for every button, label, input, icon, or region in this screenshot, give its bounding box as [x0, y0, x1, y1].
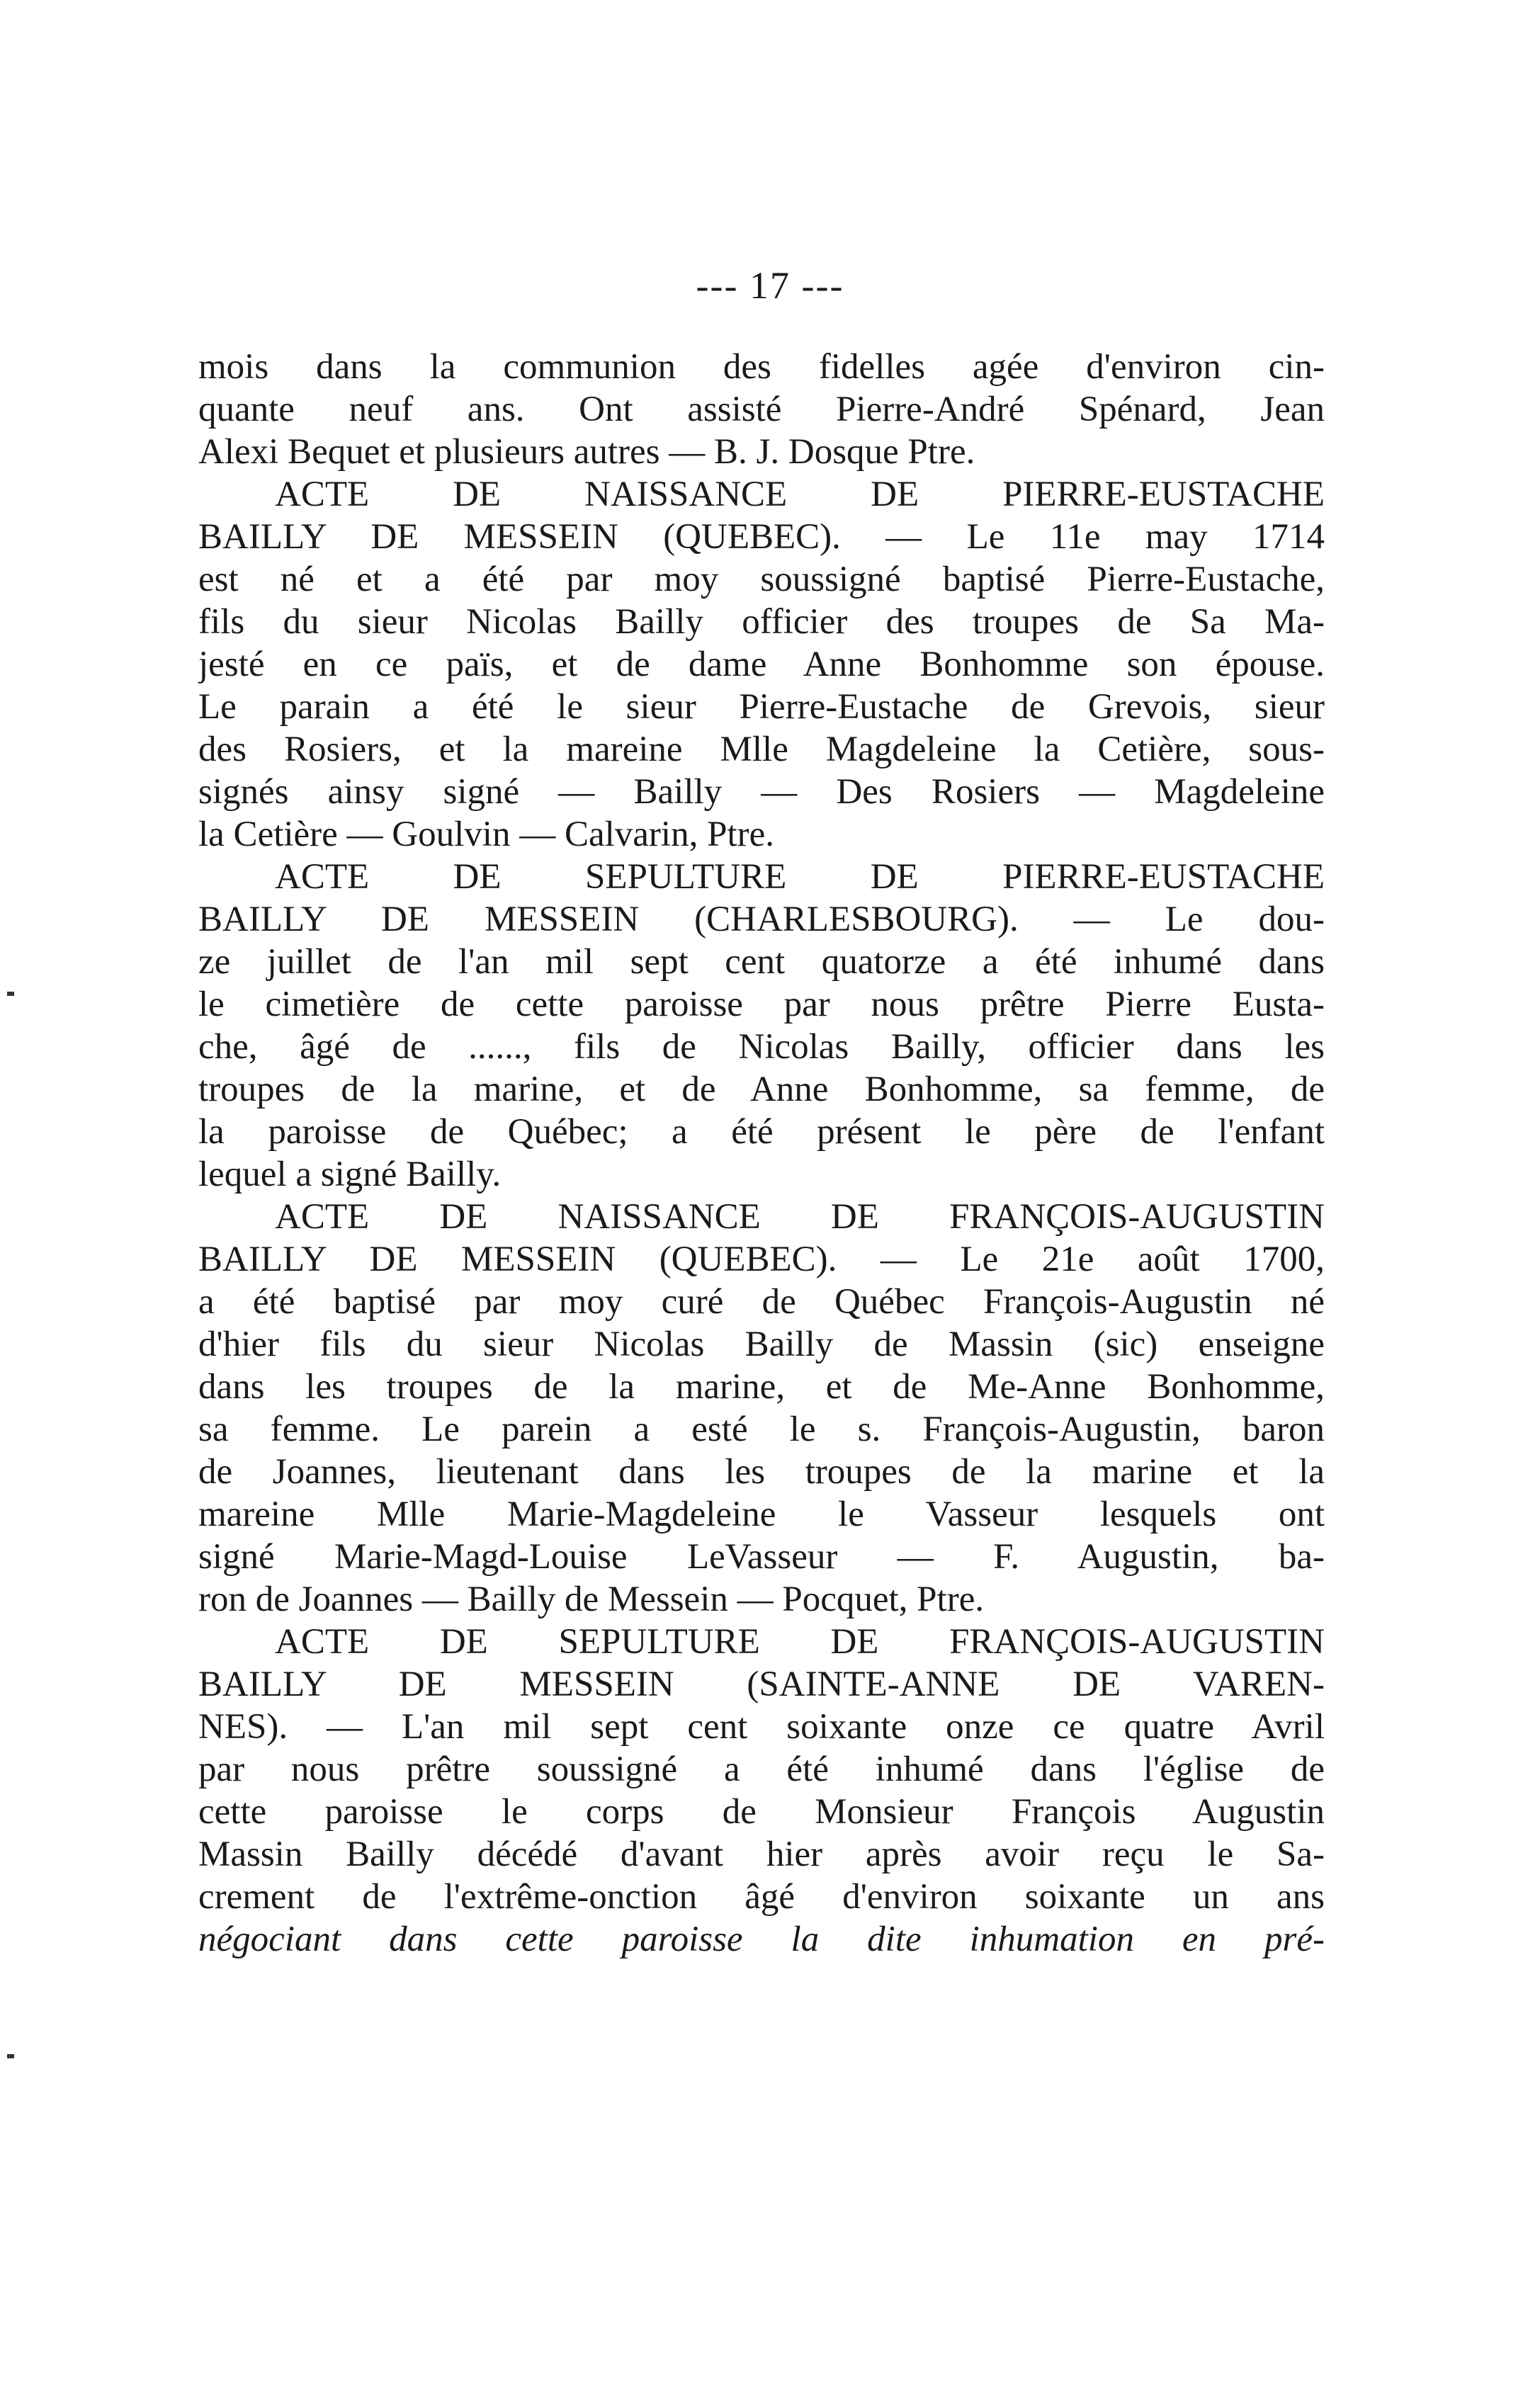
section-heading-cont: BAILLY DE MESSEIN (QUEBEC). — Le 11e may 1714 — [198, 517, 1325, 557]
section-heading: ACTE DE SEPULTURE DE PIERRE-EUSTACHE — [275, 857, 1325, 897]
section-heading: ACTE DE NAISSANCE DE PIERRE-EUSTACHE — [275, 475, 1325, 514]
text-line: d'hier fils du sieur Nicolas Bailly de Massin (sic) enseigne — [198, 1325, 1325, 1364]
section-heading-cont: BAILLY DE MESSEIN (SAINTE-ANNE DE VAREN- — [198, 1665, 1325, 1704]
text-line: est né et a été par moy soussigné baptisé Pierre-Eustache, — [198, 560, 1325, 599]
section-heading-cont: BAILLY DE MESSEIN (QUEBEC). — Le 21e août 1700, — [198, 1240, 1325, 1279]
text-line: la paroisse de Québec; a été présent le père de l'enfant — [198, 1112, 1325, 1152]
text-line: jesté en ce païs, et de dame Anne Bonhomme son épouse. — [198, 645, 1325, 684]
text-line: ron de Joannes — Bailly de Messein — Pocquet, Ptre. — [198, 1580, 985, 1619]
text-line: cette paroisse le corps de Monsieur François Augustin — [198, 1792, 1325, 1832]
text-line: par nous prêtre soussigné a été inhumé dans l'église de — [198, 1750, 1325, 1789]
text-line: signés ainsy signé — Bailly — Des Rosiers — Magdeleine — [198, 772, 1325, 812]
text-line: troupes de la marine, et de Anne Bonhomme, sa femme, de — [198, 1070, 1325, 1109]
text-line: quante neuf ans. Ont assisté Pierre-André Spénard, Jean — [198, 390, 1325, 429]
section-heading: ACTE DE NAISSANCE DE FRANÇOIS-AUGUSTIN — [275, 1197, 1325, 1237]
text-line: a été baptisé par moy curé de Québec François-Augustin né — [198, 1282, 1325, 1322]
text-line: Massin Bailly décédé d'avant hier après avoir reçu le Sa- — [198, 1835, 1325, 1874]
text-line: des Rosiers, et la mareine Mlle Magdeleine la Cetière, sous- — [198, 730, 1325, 769]
text-line: mareine Mlle Marie-Magdeleine le Vasseur lesquels ont — [198, 1495, 1325, 1534]
text-line: le cimetière de cette paroisse par nous prêtre Pierre Eusta- — [198, 985, 1325, 1024]
body-text — [198, 346, 1325, 1961]
text-line: signé Marie-Magd-Louise LeVasseur — F. Augustin, ba- — [198, 1537, 1325, 1577]
section-heading: ACTE DE SEPULTURE DE FRANÇOIS-AUGUSTIN — [275, 1622, 1325, 1662]
scan-margin-mark — [7, 992, 14, 996]
text-line: de Joannes, lieutenant dans les troupes de la marine et la — [198, 1452, 1325, 1492]
text-line: Le parain a été le sieur Pierre-Eustache de Grevois, sieur — [198, 687, 1325, 727]
page-number: --- 17 --- — [696, 264, 844, 307]
text-line: la Cetière — Goulvin — Calvarin, Ptre. — [198, 815, 774, 854]
section-heading-cont: BAILLY DE MESSEIN (CHARLESBOURG). — Le dou- — [198, 900, 1325, 939]
text-line: Alexi Bequet et plusieurs autres — B. J. Dosque Ptre. — [198, 432, 975, 472]
text-line: NES). — L'an mil sept cent soixante onze ce quatre Avril — [198, 1707, 1325, 1747]
text-line: crement de l'extrême-onction âgé d'environ soixante un ans — [198, 1877, 1325, 1917]
text-line: ze juillet de l'an mil sept cent quatorze a été inhumé dans — [198, 942, 1325, 982]
text-line: dans les troupes de la marine, et de Me-Anne Bonhomme, — [198, 1367, 1325, 1407]
scan-margin-mark — [7, 2054, 14, 2058]
text-line: lequel a signé Bailly. — [198, 1155, 502, 1194]
text-line: che, âgé de ......, fils de Nicolas Bailly, officier dans les — [198, 1027, 1325, 1067]
text-line: sa femme. Le parein a esté le s. François-Augustin, baron — [198, 1410, 1325, 1449]
text-line: mois dans la communion des fidelles agée d'environ cin- — [198, 347, 1325, 387]
text-line: fils du sieur Nicolas Bailly officier des troupes de Sa Ma- — [198, 602, 1325, 642]
text-line: négociant dans cette paroisse la dite inhumation en pré- — [198, 1920, 1325, 1959]
